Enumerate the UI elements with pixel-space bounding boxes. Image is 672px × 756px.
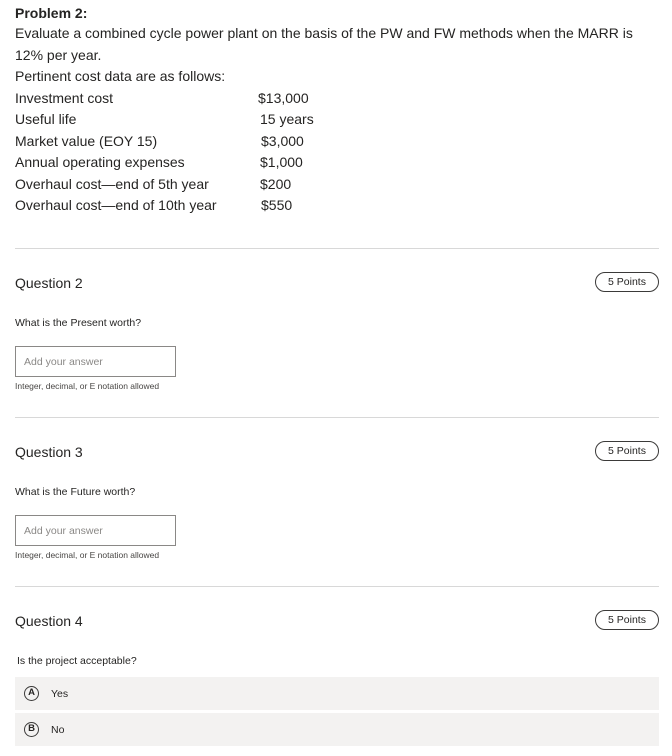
question-3-points-badge: 5 Points <box>595 441 659 461</box>
option-letter-b-icon: B <box>24 722 39 737</box>
problem-title: Problem 2: <box>15 5 88 21</box>
cost-value: $13,000 <box>258 89 309 106</box>
cost-data-intro: Pertinent cost data are as follows: <box>15 68 226 84</box>
cost-value: $1,000 <box>260 154 303 170</box>
option-yes[interactable] <box>15 677 659 710</box>
cost-label: Useful life <box>15 111 77 127</box>
section-divider <box>15 417 659 418</box>
cost-value: $3,000 <box>261 132 304 149</box>
question-2-points-badge: 5 Points <box>595 272 659 292</box>
question-4-prompt: Is the project acceptable? <box>17 655 137 667</box>
cost-value: 15 years <box>260 111 314 127</box>
section-divider <box>15 248 659 249</box>
section-divider <box>15 586 659 587</box>
cost-row <box>15 131 655 153</box>
question-2-title: Question 2 <box>15 275 83 291</box>
question-3-answer-hint: Integer, decimal, or E notation allowed <box>15 550 160 560</box>
question-4-title: Question 4 <box>15 613 83 629</box>
cost-label: Market value (EOY 15) <box>15 132 158 149</box>
cost-row <box>15 152 655 174</box>
option-label: Yes <box>51 687 69 700</box>
cost-row <box>15 109 655 131</box>
question-3-title: Question 3 <box>15 444 83 460</box>
question-2-answer-hint: Integer, decimal, or E notation allowed <box>15 381 160 391</box>
cost-row <box>15 195 655 217</box>
cost-label: Annual operating expenses <box>15 154 185 170</box>
option-no[interactable] <box>15 713 659 746</box>
cost-row <box>15 88 655 110</box>
question-3-answer-input[interactable] <box>15 515 176 546</box>
cost-table <box>15 88 655 217</box>
question-3-prompt: What is the Future worth? <box>15 486 136 498</box>
option-letter-a-icon: A <box>24 686 39 701</box>
question-2-prompt: What is the Present worth? <box>15 317 142 329</box>
cost-label: Investment cost <box>15 89 114 106</box>
cost-label: Overhaul cost—end of 5th year <box>15 175 209 192</box>
cost-row <box>15 174 655 196</box>
problem-description-line-1: Evaluate a combined cycle power plant on the basis of the PW and FW methods when the MARR is <box>15 25 633 41</box>
question-4-points-badge: 5 Points <box>595 610 659 630</box>
option-label: No <box>51 723 65 736</box>
problem-section <box>15 2 655 217</box>
cost-value: $200 <box>260 175 292 192</box>
cost-label: Overhaul cost—end of 10th year <box>15 197 217 213</box>
cost-value: $550 <box>261 197 293 213</box>
problem-description-line-2: 12% per year. <box>15 46 102 63</box>
question-2-answer-input[interactable] <box>15 346 176 377</box>
